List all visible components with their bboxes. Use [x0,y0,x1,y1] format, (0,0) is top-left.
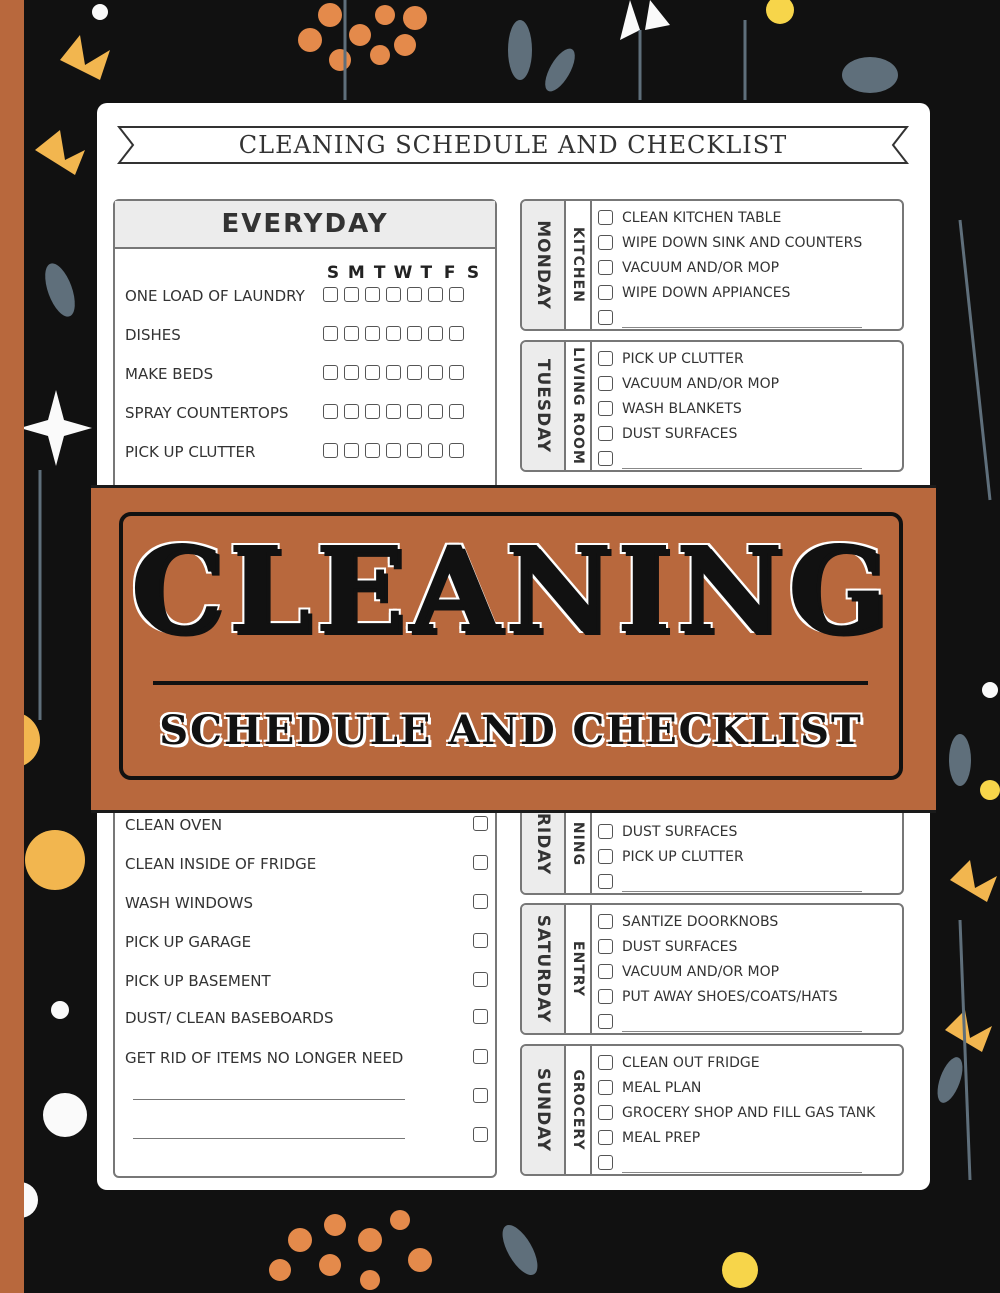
checkbox[interactable] [365,365,380,380]
list-item [598,1152,894,1176]
cover-subtitle: SCHEDULE AND CHECKLIST [159,707,863,754]
task-label: CLEAN OVEN [125,816,223,834]
sheet-title-banner [117,125,909,165]
checkbox[interactable] [449,287,464,302]
checkbox[interactable] [473,1009,488,1024]
list-item [125,1086,485,1108]
list-item [598,986,894,1011]
list-item [598,232,894,257]
day-letter: F [443,263,456,283]
room-label: GROCERY [570,1069,586,1151]
checkbox[interactable] [449,404,464,419]
blank-task-line [622,327,862,328]
room-column [566,201,592,329]
checkbox[interactable] [598,376,613,391]
list-item [598,1077,894,1102]
list-item [598,936,894,961]
day-column [522,201,566,329]
cover-title: CLEANING [129,520,893,659]
checkbox[interactable] [598,849,613,864]
day-checkboxes [323,365,464,380]
list-item [125,853,485,875]
checkbox[interactable] [344,365,359,380]
checkbox[interactable] [598,285,613,300]
checkbox[interactable] [407,443,422,458]
day-label: TUESDAY [533,358,553,454]
checkbox[interactable] [598,874,613,889]
cover-title-band [91,485,936,813]
task-label: MEAL PLAN [622,1080,702,1096]
checkbox[interactable] [428,365,443,380]
checkbox[interactable] [473,1088,488,1103]
checkbox[interactable] [473,855,488,870]
checkbox[interactable] [428,404,443,419]
blank-task-line [622,468,862,469]
task-list [598,207,894,331]
checkbox[interactable] [598,914,613,929]
checkbox[interactable] [407,404,422,419]
checkbox[interactable] [598,1155,613,1170]
day-column [522,1046,566,1174]
checkbox[interactable] [598,401,613,416]
room-column [566,1046,592,1174]
task-label: WIPE DOWN APPIANCES [622,285,791,301]
task-list [598,821,894,895]
list-item [598,1011,894,1035]
table-row [125,441,485,463]
checkbox[interactable] [598,210,613,225]
sheet-title: CLEANING SCHEDULE AND CHECKLIST [238,131,788,159]
checkbox[interactable] [473,1049,488,1064]
task-label: MAKE BEDS [125,365,214,383]
list-item [598,257,894,282]
checkbox[interactable] [428,287,443,302]
day-column [522,905,566,1033]
checkbox[interactable] [344,443,359,458]
task-label: DUST SURFACES [622,426,738,442]
day-letter: S [326,263,340,283]
checkbox[interactable] [386,404,401,419]
list-item [598,846,894,871]
checkbox[interactable] [365,443,380,458]
list-item [598,348,894,373]
checkbox[interactable] [386,287,401,302]
left-accent-stripe [0,0,24,1293]
blank-task-line [622,1172,862,1173]
room-column [566,342,592,470]
list-item [598,1052,894,1077]
checkbox[interactable] [344,326,359,341]
task-label: ONE LOAD OF LAUNDRY [125,287,305,305]
task-label: WASH WINDOWS [125,894,254,912]
checkbox[interactable] [365,287,380,302]
room-label: LIVING ROOM [570,347,586,465]
checkbox[interactable] [598,1080,613,1095]
day-column [522,342,566,470]
checkbox[interactable] [386,326,401,341]
task-label: WIPE DOWN SINK AND COUNTERS [622,235,863,251]
list-item [598,398,894,423]
checkbox[interactable] [323,443,338,458]
day-letter: T [373,263,386,283]
checkbox[interactable] [365,404,380,419]
task-label: WASH BLANKETS [622,401,742,417]
list-item [598,423,894,448]
room-label: KITCHEN [570,227,586,303]
task-label: GET RID OF ITEMS NO LONGER NEED [125,1049,404,1067]
table-row [125,363,485,385]
list-item [125,931,485,953]
checkbox[interactable] [407,287,422,302]
checkbox[interactable] [449,443,464,458]
checkbox[interactable] [428,326,443,341]
day-checkboxes [323,287,464,302]
checkbox[interactable] [598,310,613,325]
checkbox[interactable] [344,287,359,302]
list-item [598,307,894,331]
checkbox[interactable] [598,989,613,1004]
list-item [598,871,894,895]
checkbox[interactable] [598,260,613,275]
task-label: MEAL PREP [622,1130,701,1146]
checkbox[interactable] [598,1055,613,1070]
task-label: CLEAN KITCHEN TABLE [622,210,782,226]
task-label: DISHES [125,326,181,344]
checkbox[interactable] [449,365,464,380]
cover-divider [153,681,868,685]
day-label: MONDAY [533,220,553,310]
checkbox[interactable] [598,939,613,954]
day-card [520,199,904,331]
task-label: CLEAN OUT FRIDGE [622,1055,760,1071]
task-label: PICK UP CLUTTER [125,443,256,461]
checkbox[interactable] [323,404,338,419]
task-label: VACUUM AND/OR MOP [622,964,780,980]
task-list [598,348,894,472]
list-item [125,814,485,836]
list-item [598,1127,894,1152]
checkbox[interactable] [473,894,488,909]
list-item [125,970,485,992]
task-list [598,911,894,1035]
room-label: ENTRY [570,941,586,997]
list-item [598,821,894,846]
checkbox[interactable] [428,443,443,458]
day-label: SATURDAY [533,914,553,1024]
list-item [598,448,894,472]
day-label: RIDAY [533,812,553,876]
list-item [125,1125,485,1147]
task-label: PUT AWAY SHOES/COATS/HATS [622,989,838,1005]
task-label: GROCERY SHOP AND FILL GAS TANK [622,1105,876,1121]
task-label: PICK UP GARAGE [125,933,252,951]
task-label: DUST SURFACES [622,824,738,840]
checkbox[interactable] [323,287,338,302]
checkbox[interactable] [407,365,422,380]
checkbox[interactable] [598,964,613,979]
checkbox[interactable] [323,365,338,380]
list-item [598,207,894,232]
table-row [125,324,485,346]
checkbox[interactable] [344,404,359,419]
checkbox[interactable] [598,426,613,441]
task-list [598,1052,894,1176]
day-card [520,903,904,1035]
checkbox[interactable] [598,1014,613,1029]
list-item [125,892,485,914]
table-row [125,285,485,307]
list-item [125,1007,485,1029]
task-label: SPRAY COUNTERTOPS [125,404,289,422]
task-label: DUST SURFACES [622,939,738,955]
task-label: SANTIZE DOORKNOBS [622,914,779,930]
list-item [598,961,894,986]
task-label: PICK UP CLUTTER [622,351,744,367]
checkbox[interactable] [598,451,613,466]
day-card [520,340,904,472]
checkbox[interactable] [473,1127,488,1142]
cover-title-frame [119,512,903,780]
list-item [598,282,894,307]
list-item [125,1047,485,1069]
everyday-title: EVERYDAY [115,201,495,249]
task-label: PICK UP CLUTTER [622,849,744,865]
room-column [566,905,592,1033]
checkbox[interactable] [323,326,338,341]
checkbox[interactable] [449,326,464,341]
task-label: CLEAN INSIDE OF FRIDGE [125,855,317,873]
day-letter: T [420,263,433,283]
checkbox[interactable] [598,1105,613,1120]
checkbox[interactable] [598,1130,613,1145]
task-label: VACUUM AND/OR MOP [622,260,780,276]
list-item [598,911,894,936]
checkbox[interactable] [365,326,380,341]
checkbox[interactable] [598,351,613,366]
list-item [598,373,894,398]
day-checkboxes [323,443,464,458]
task-label: PICK UP BASEMENT [125,972,271,990]
day-label: SUNDAY [533,1067,553,1153]
day-letter: W [393,263,413,283]
weekday-header [323,263,483,283]
task-label: VACUUM AND/OR MOP [622,376,780,392]
checkbox[interactable] [473,972,488,987]
checkbox[interactable] [386,443,401,458]
checkbox[interactable] [386,365,401,380]
day-checkboxes [323,404,464,419]
day-card [520,1044,904,1176]
day-letter: S [466,263,480,283]
checkbox[interactable] [473,816,488,831]
checkbox[interactable] [407,326,422,341]
checkbox[interactable] [598,824,613,839]
day-checkboxes [323,326,464,341]
task-label: DUST/ CLEAN BASEBOARDS [125,1009,334,1027]
blank-task-line [622,891,862,892]
room-label: NING [570,821,586,867]
day-letter: M [347,263,365,283]
table-row [125,402,485,424]
blank-task-line [622,1031,862,1032]
checkbox[interactable] [473,933,488,948]
checkbox[interactable] [598,235,613,250]
list-item [598,1102,894,1127]
